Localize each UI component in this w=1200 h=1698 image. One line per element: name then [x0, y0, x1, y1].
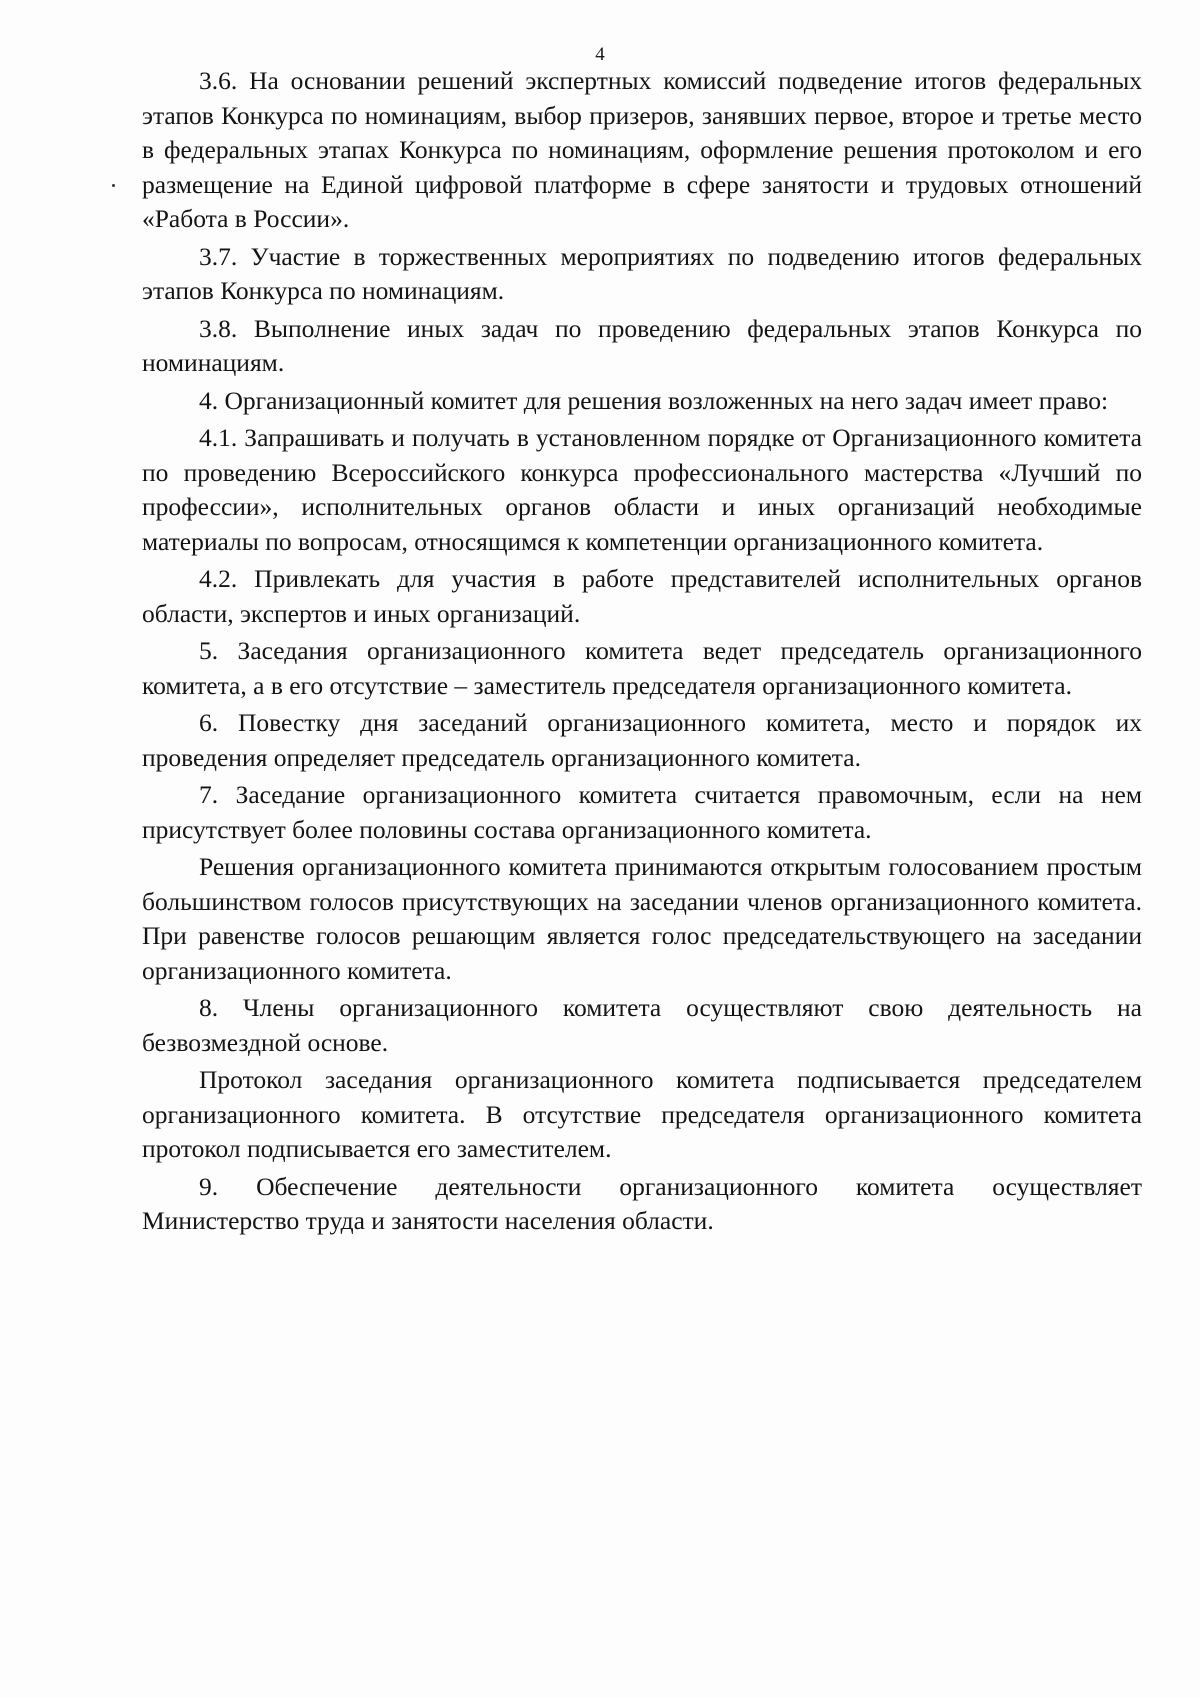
paragraph-7: 7. Заседание организационного комитета считается правомочным, если на нем присутствует более половины состава организационного комитета.: [142, 780, 1142, 844]
paragraph-3-6: 3.6. На основании решений экспертных комиссий подведение итогов федеральных этапов Конкурса по номинациям, выбор призеров, занявших первое, второе и третье место в федеральных этапах Конкурса по номинациям, оформление решения протоколом и его размещение на Единой цифровой платформе в сфере занятости и трудовых отношений «Работа в России».: [142, 66, 1142, 233]
paragraph-4: 4. Организационный комитет для решения возложенных на него задач имеет право:: [199, 385, 1109, 415]
paragraph-9: 9. Обеспечение деятельности организационного комитета осуществляет Министерство труда и занятости населения области.: [142, 1171, 1142, 1235]
paragraph-6: 6. Повестку дня заседаний организационного комитета, место и порядок их проведения определяет председатель организационного комитета.: [142, 708, 1142, 772]
scan-dot-mark: [112, 184, 115, 187]
paragraph-4-2: 4.2. Привлекать для участия в работе представителей исполнительных органов области, экспертов и иных организаций.: [142, 564, 1142, 628]
paragraph-5: 5. Заседания организационного комитета ведет председатель организационного комитета, а в его отсутствие – заместитель председателя организационного комитета.: [142, 636, 1142, 700]
paragraph-8: 8. Члены организационного комитета осуществляют свою деятельность на безвозмездной основе.: [142, 993, 1142, 1057]
paragraph-8-protocol: Протокол заседания организационного комитета подписывается председателем организационного комитета. В отсутствие председателя организационного комитета протокол подписывается его заместителем.: [142, 1065, 1142, 1163]
paragraph-3-8: 3.8. Выполнение иных задач по проведению федеральных этапов Конкурса по номинациям.: [142, 313, 1142, 377]
page-number: 4: [595, 44, 605, 65]
paragraph-4-1: 4.1. Запрашивать и получать в установленном порядке от Организационного комитета по проведению Всероссийского конкурса профессионального мастерства «Лучший по профессии», исполнительных органов области и иных организаций необходимые материалы по вопросам, относящимся к компетенции организационного комитета.: [142, 423, 1142, 556]
paragraph-7-decisions: Решения организационного комитета принимаются открытым голосованием простым большинством голосов присутствующих на заседании членов организационного комитета. При равенстве голосов решающим является голос председательствующего на заседании организационного комитета.: [142, 852, 1142, 985]
document-body: [142, 64, 1142, 1242]
paragraph-3-7: 3.7. Участие в торжественных мероприятиях по подведению итогов федеральных этапов Конкурса по номинациям.: [142, 241, 1142, 305]
